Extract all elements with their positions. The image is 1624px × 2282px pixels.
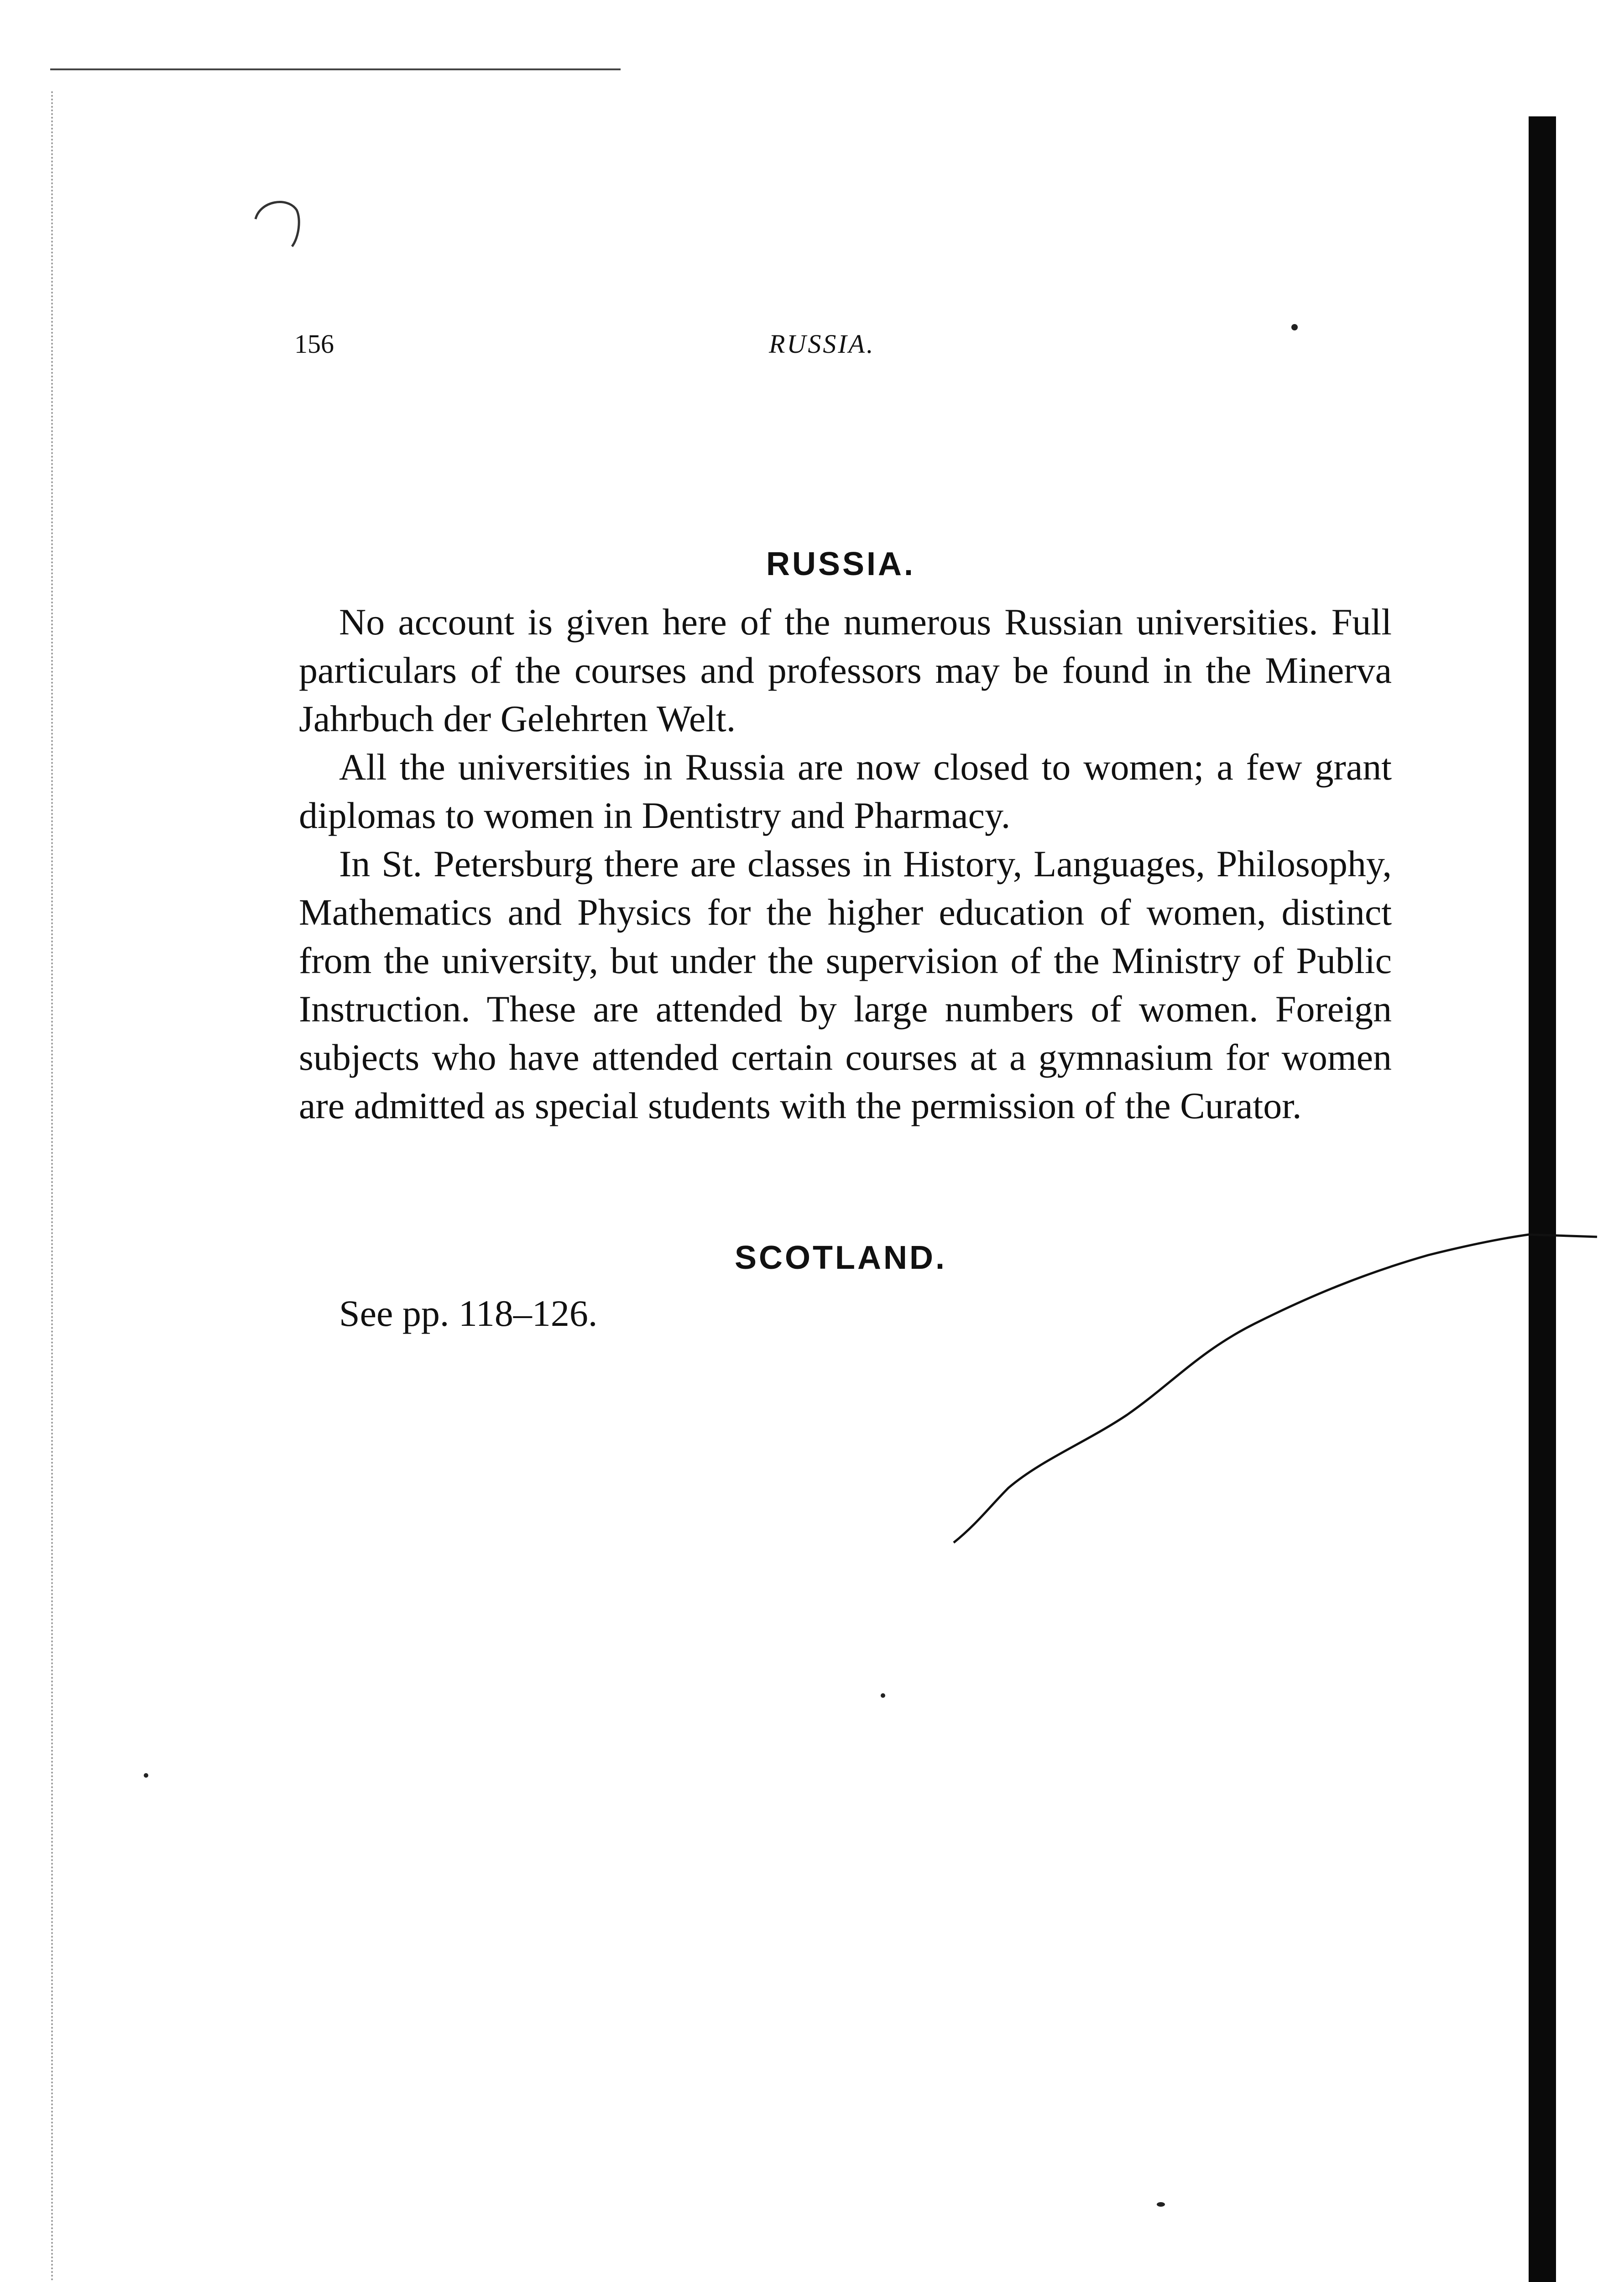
pencil-mark	[246, 192, 310, 256]
paragraph: All the universities in Russia are now closed to women; a few grant diplomas to women in Dentistry and Pharmacy.	[299, 746, 1392, 836]
scan-speck	[1157, 2202, 1165, 2207]
page-number: 156	[294, 329, 334, 359]
paragraph: No account is given here of the numerous Russian universities. Full particulars of the courses and professors may be found in the Minerva Jahrbuch der Gelehrten Welt.	[299, 601, 1392, 739]
scan-speck	[881, 1693, 885, 1698]
section-heading-russia: RUSSIA.	[766, 546, 916, 582]
scan-top-rule	[50, 68, 621, 70]
running-head: RUSSIA.	[769, 329, 875, 359]
scan-speck	[144, 1773, 148, 1778]
paragraph: In St. Petersburg there are classes in History, Languages, Philosophy, Mathematics and Physics for the higher education of women, distinct from the university, but under the supervision of the Ministry of Public Instruction. These are attended by large numbers of women. Foreign subjects who have attended certain courses at a gymnasium for women are admitted as special students with the permission of the Curator.	[299, 843, 1392, 1126]
paragraph: See pp. 118–126.	[339, 1293, 598, 1334]
page-header	[294, 329, 1389, 374]
scan-speck	[1291, 324, 1298, 330]
scan-left-edge-noise	[51, 91, 53, 2282]
section-heading-scotland: SCOTLAND.	[735, 1240, 947, 1276]
section-body-russia	[299, 598, 1392, 1130]
paper-tear-mark	[935, 1187, 1624, 1561]
